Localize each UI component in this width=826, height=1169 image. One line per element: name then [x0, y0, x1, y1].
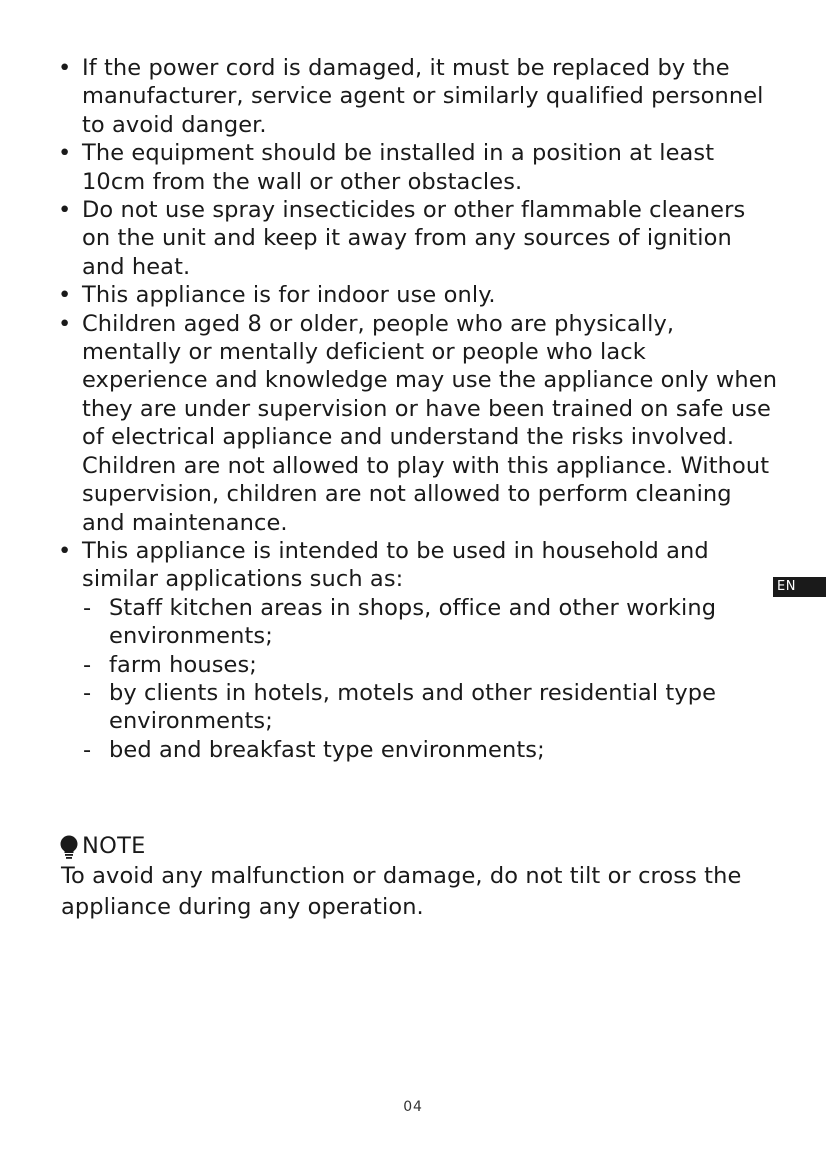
sub-marker: - — [83, 736, 92, 763]
page-number: 04 — [403, 1099, 423, 1115]
bullet-marker: • — [58, 282, 72, 309]
sub-item-text: farm houses; — [109, 651, 257, 678]
sub-list-item — [82, 651, 778, 679]
bullet-marker: • — [58, 55, 72, 81]
language-tab: EN — [773, 577, 826, 597]
bullet-marker: • — [58, 140, 72, 167]
sub-list-item — [82, 679, 778, 736]
bullet-item — [58, 54, 778, 139]
sub-item-text: by clients in hotels, motels and other residential type environments; — [109, 679, 717, 735]
bullet-marker: • — [58, 537, 72, 564]
bullet-text: This appliance is intended to be used in household and similar applications such as: — [82, 537, 709, 593]
bullet-item — [58, 537, 778, 764]
bullet-item — [58, 310, 778, 537]
bullet-text: Do not use spray insecticides or other flammable cleaners on the unit and keep it away from any sources of ignition and heat. — [82, 197, 746, 280]
bullet-item — [58, 196, 778, 281]
sub-marker: - — [83, 651, 92, 678]
sub-list-item — [82, 594, 778, 651]
bullet-marker: • — [58, 310, 72, 337]
note-title: NOTE — [82, 833, 146, 859]
bullet-item — [58, 139, 778, 196]
bullet-marker: • — [58, 197, 72, 224]
sub-item-text: bed and breakfast type environments; — [109, 736, 545, 763]
bullet-text: If the power cord is damaged, it must be replaced by the manufacturer, service agent or similarly qualified personnel to avoid danger. — [82, 55, 764, 138]
bullet-text: The equipment should be installed in a position at least 10cm from the wall or other obstacles. — [82, 140, 715, 195]
sub-marker: - — [83, 594, 92, 621]
sub-marker: - — [83, 679, 92, 706]
bullet-item — [58, 281, 778, 309]
note-heading — [58, 831, 778, 861]
bullet-list — [58, 54, 778, 764]
lightbulb-icon — [58, 835, 80, 859]
sub-item-text: Staff kitchen areas in shops, office and other working environments; — [109, 594, 717, 650]
note-section — [58, 831, 778, 923]
safety-instructions — [58, 54, 778, 764]
bullet-text: Children aged 8 or older, people who are physically, mentally or mentally deficient or people who lack experience and knowledge may use the appliance only when they are under supervision or have been trained on safe use of electrical appliance and understand the risks involved. Children are not allowed to play with this appliance. Without supervision, children are not allowed to perform cleaning and maintenance. — [82, 310, 778, 536]
bullet-text: This appliance is for indoor use only. — [82, 282, 496, 309]
sub-list — [82, 594, 778, 764]
note-body: To avoid any malfunction or damage, do not tilt or cross the appliance during any operation. — [61, 863, 742, 920]
sub-list-item — [82, 736, 778, 764]
